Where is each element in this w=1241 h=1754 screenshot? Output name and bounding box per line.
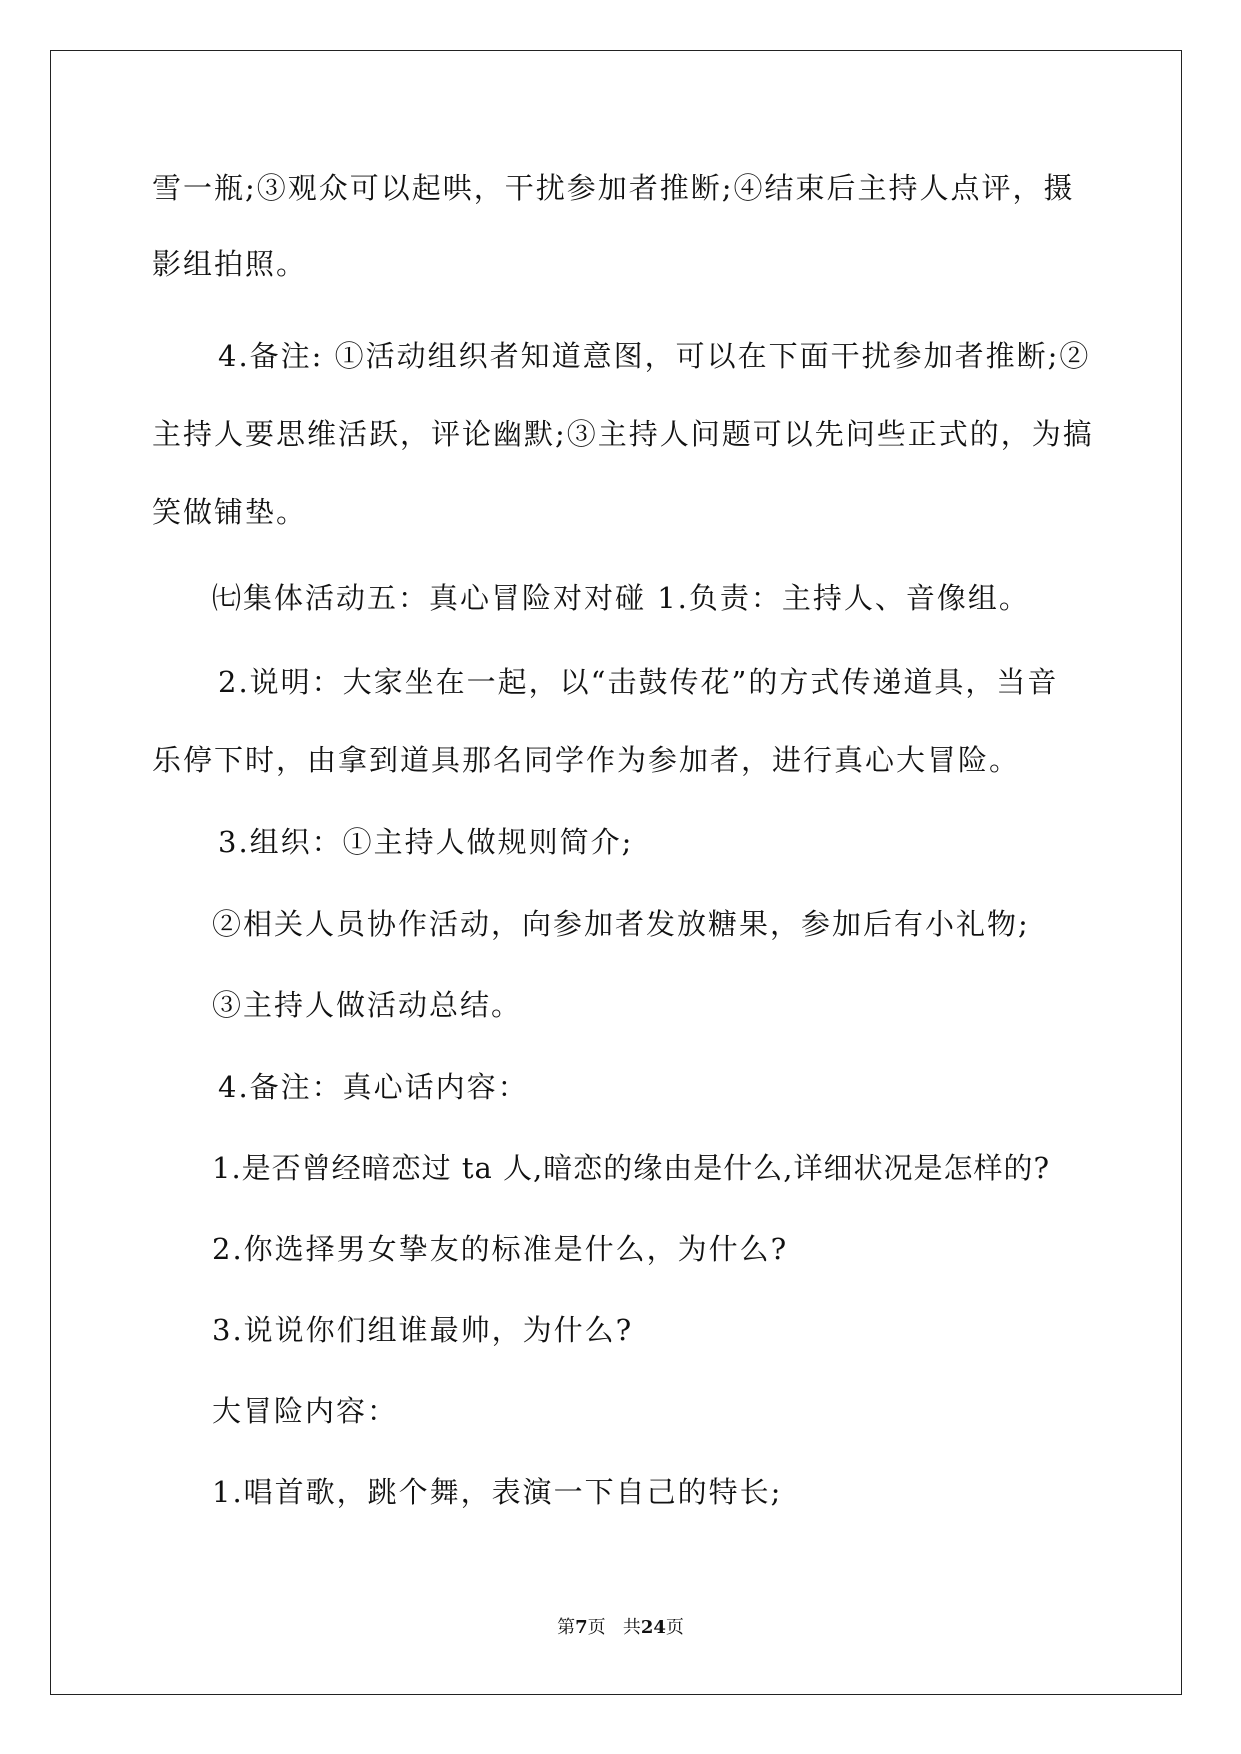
text-line: 4.备注: ①活动组织者知道意图，可以在下面干扰参加者推断;② xyxy=(218,339,1091,373)
text-line: 2.说明：大家坐在一起，以“击鼓传花”的方式传递道具，当音 xyxy=(218,665,1059,699)
text-line: 大冒险内容： xyxy=(212,1394,399,1428)
footer-page-suffix: 页 xyxy=(587,1617,606,1638)
text-line: 乐停下时，由拿到道具那名同学作为参加者，进行真心大冒险。 xyxy=(152,743,1021,777)
text-line: 主持人要思维活跃，评论幽默;③主持人问题可以先问些正式的，为搞 xyxy=(152,417,1094,451)
text-line: 1.是否曾经暗恋过 ta 人,暗恋的缘由是什么,详细状况是怎样的? xyxy=(212,1151,1051,1185)
footer-page-prefix: 第 xyxy=(557,1617,576,1638)
text-line: ③主持人做活动总结。 xyxy=(212,988,523,1022)
text-line: 3.组织：①主持人做规则简介; xyxy=(218,825,634,859)
text-line: 3.说说你们组谁最帅，为什么? xyxy=(212,1313,634,1347)
footer-total-number: 24 xyxy=(640,1617,666,1638)
page-border xyxy=(50,50,1182,1695)
text-line: ②相关人员协作活动，向参加者发放糖果，参加后有小礼物; xyxy=(212,907,1030,941)
footer-page-number: 7 xyxy=(575,1617,588,1638)
footer-total-prefix: 共 xyxy=(622,1617,641,1638)
text-line: 2.你选择男女挚友的标准是什么，为什么? xyxy=(212,1232,789,1266)
text-line: 雪一瓶;③观众可以起哄，干扰参加者推断;④结束后主持人点评，摄 xyxy=(152,171,1075,205)
text-line: 4.备注：真心话内容： xyxy=(218,1070,529,1104)
text-line: 笑做铺垫。 xyxy=(152,495,308,529)
text-line: 1.唱首歌，跳个舞，表演一下自己的特长; xyxy=(212,1475,783,1509)
footer-total-suffix: 页 xyxy=(665,1617,684,1638)
text-line: ㈦集体活动五：真心冒险对对碰 1.负责：主持人、音像组。 xyxy=(212,581,1030,615)
text-line: 影组拍照。 xyxy=(152,247,308,281)
page-footer xyxy=(0,1616,1241,1640)
